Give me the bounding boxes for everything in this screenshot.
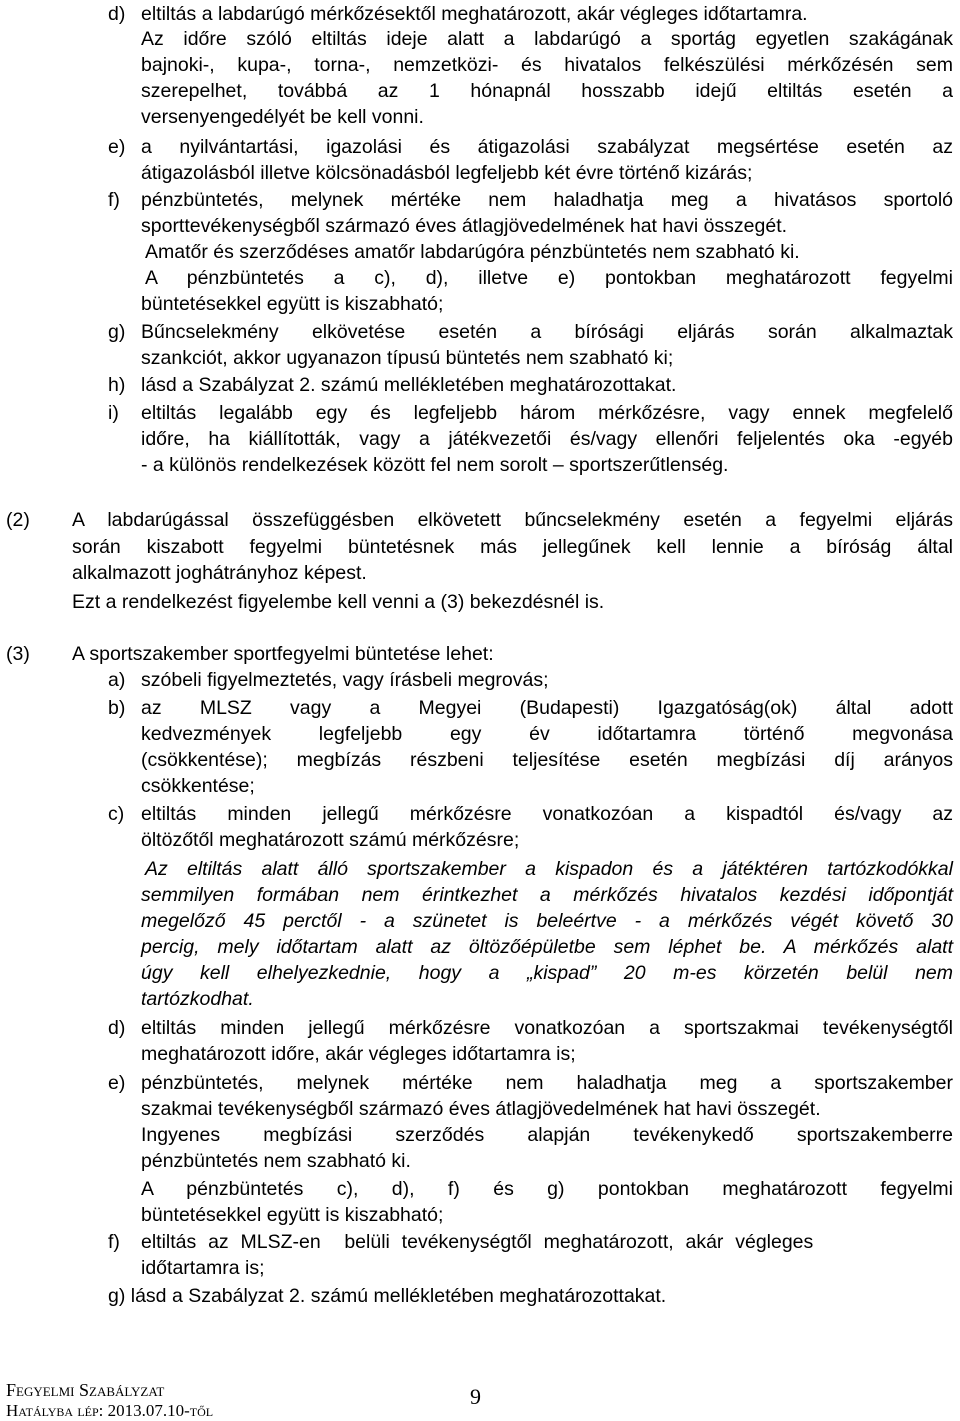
item-text-line: időtartamra is; xyxy=(141,1257,265,1279)
italic-note-line: semmilyen formában nem érintkezhet a mérkőzés hivatalos kezdési időpontját xyxy=(141,884,953,906)
paragraph-intro: A sportszakember sportfegyelmi büntetése lehet: xyxy=(72,643,494,665)
item-text-line: versenyengedélyét be kell vonni. xyxy=(141,106,424,128)
paragraph-number: (3) xyxy=(6,643,30,665)
item-text-line: bajnoki-, kupa-, torna-, nemzetközi- és hivatalos felkészülési mérkőzésén sem xyxy=(141,54,953,76)
paragraph-text-line: során kiszabott fegyelmi büntetésnek más jellegűnek kell lennie a bíróság által xyxy=(72,536,953,558)
item-label: e) xyxy=(108,136,126,158)
item-label: b) xyxy=(108,697,126,719)
item-text-line: átigazolásból illetve kölcsönadásból legfeljebb két évre történő kizárás; xyxy=(141,162,753,184)
item-text-line: sporttevékenységből származó éves átlagjövedelmének hat havi összegét. xyxy=(141,215,788,237)
item-label: d) xyxy=(108,1017,126,1039)
item-label: c) xyxy=(108,803,125,825)
item-text-line: időre, ha kiállították, vagy a játékvezetői és/vagy ellenőri feljelentés oka -egyéb xyxy=(141,428,953,450)
item-text-line: Bűncselekmény elkövetése esetén a bírósági eljárás során alkalmaztak xyxy=(141,321,953,343)
item-text-line: eltiltás minden jellegű mérkőzésre vonatkozóan a sportszakmai tevékenységtől xyxy=(141,1017,953,1039)
item-text-line: az MLSZ vagy a Megyei (Budapesti) Igazgatóság(ok) által adott xyxy=(141,697,953,719)
item-text-line: büntetésekkel együtt is kiszabható; xyxy=(141,1204,444,1226)
item-label: f) xyxy=(108,1231,120,1253)
paragraph-text-line: Ezt a rendelkezést figyelembe kell venni a (3) bekezdésnél is. xyxy=(72,591,605,613)
italic-note-line: Az eltiltás alatt álló sportszakember a kispadon és a játéktéren tartózkodókkal xyxy=(145,858,953,880)
item-text-line: szakmai tevékenységből származó éves átlagjövedelmének hat havi összegét. xyxy=(141,1098,821,1120)
item-label: g) xyxy=(108,321,126,343)
item-text-line: pénzbüntetés, melynek mértéke nem haladhatja meg a sportszakember xyxy=(141,1072,953,1094)
item-text-line: öltözőtől meghatározott számú mérkőzésre; xyxy=(141,829,520,851)
italic-note-line: percig, mely időtartam alatt az öltözőépületbe sem léphet be. A mérkőzés alatt xyxy=(141,936,953,958)
item-text-line: kedvezmények legfeljebb egy év időtartamra történő megvonása xyxy=(141,723,953,745)
item-text-line: pénzbüntetés, melynek mértéke nem haladhatja meg a hivatásos sportoló xyxy=(141,189,953,211)
item-text-line: Ingyenes megbízási szerződés alapján tevékenykedő sportszakemberre xyxy=(141,1124,953,1146)
item-text-line: eltiltás a labdarúgó mérkőzésektől meghatározott, akár végleges időtartamra. xyxy=(141,3,808,25)
item-text-line: szerepelhet, továbbá az 1 hónapnál hosszabb idejű eltiltás esetén a xyxy=(141,80,953,102)
italic-note-line: megelőző 45 perctől - a szünetet is beleértve - a mérkőzés végét követő 30 xyxy=(141,910,953,932)
item-label: a) xyxy=(108,669,126,691)
item-text-line: - a különös rendelkezések között fel nem sorolt – sportszerűtlenség. xyxy=(141,454,729,476)
page-number: 9 xyxy=(470,1384,481,1409)
italic-note-line: tartózkodhat. xyxy=(141,988,254,1010)
item-text-line: csökkentése; xyxy=(141,775,255,797)
item-label: i) xyxy=(108,402,119,424)
paragraph-number: (2) xyxy=(6,509,30,531)
item-text-line: pénzbüntetés nem szabható ki. xyxy=(141,1150,411,1172)
paragraph-text-line: A labdarúgással összefüggésben elkövetett bűncselekmény esetén a fegyelmi eljárás xyxy=(72,509,953,531)
item-text-line: Amatőr és szerződéses amatőr labdarúgóra pénzbüntetés nem szabható ki. xyxy=(145,241,800,263)
item-text-line: A pénzbüntetés a c), d), illetve e) pontokban meghatározott fegyelmi xyxy=(145,267,953,289)
item-text-line: eltiltás az MLSZ-en belüli tevékenységtől meghatározott, akár végleges xyxy=(141,1231,814,1253)
italic-note-line: úgy kell elhelyezkednie, hogy a „kispad” 20 m-es körzetén belül nem xyxy=(141,962,953,984)
item-text-line: szankciót, akkor ugyanazon típusú büntetés nem szabható ki; xyxy=(141,347,674,369)
item-label: e) xyxy=(108,1072,126,1094)
item-text-line: a nyilvántartási, igazolási és átigazolási szabályzat megsértése esetén az xyxy=(141,136,953,158)
item-text-line: A pénzbüntetés c), d), f) és g) pontokban meghatározott fegyelmi xyxy=(141,1178,953,1200)
item-text-line: Az időre szóló eltiltás ideje alatt a labdarúgó a sportág egyetlen szakágának xyxy=(141,28,953,50)
paragraph-text-line: alkalmazott joghátrányhoz képest. xyxy=(72,562,367,584)
item-text-line: (csökkentése); megbízás részbeni teljesítése esetén megbízási díj arányos xyxy=(141,749,953,771)
item-text-line: lásd a Szabályzat 2. számú mellékletében meghatározottakat. xyxy=(141,374,677,396)
item-text-line: eltiltás minden jellegű mérkőzésre vonatkozóan a kispadtól és/vagy az xyxy=(141,803,953,825)
footer-effective-date: Hatályba lép: 2013.07.10-től xyxy=(6,1401,214,1420)
item-text-line: g) lásd a Szabályzat 2. számú mellékletében meghatározottakat. xyxy=(108,1285,667,1307)
item-text-line: büntetésekkel együtt is kiszabható; xyxy=(141,293,444,315)
item-label: f) xyxy=(108,189,120,211)
item-text-line: meghatározott időre, akár végleges időtartamra is; xyxy=(141,1043,576,1065)
footer-title: Fegyelmi Szabályzat xyxy=(6,1380,165,1400)
item-text-line: szóbeli figyelmeztetés, vagy írásbeli megrovás; xyxy=(141,669,549,691)
item-label: d) xyxy=(108,3,126,25)
item-label: h) xyxy=(108,374,126,396)
item-text-line: eltiltás legalább egy és legfeljebb három mérkőzésre, vagy ennek megfelelő xyxy=(141,402,953,424)
